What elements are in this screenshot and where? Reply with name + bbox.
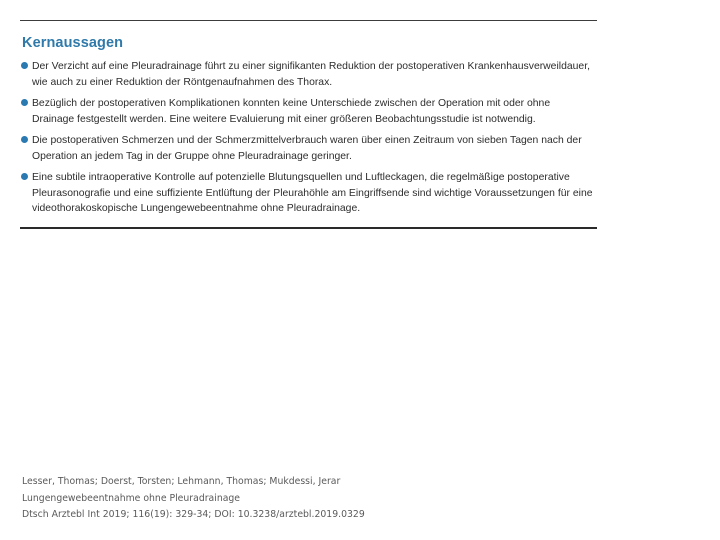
list-item	[20, 96, 595, 127]
bullet-icon	[21, 173, 28, 180]
list-item-text: Der Verzicht auf eine Pleuradrainage führt zu einer signifikanten Reduktion der postoperativen Krankenhausverweildauer, wie auch zu einer Reduktion der Röntgenaufnahmen des Thorax.	[32, 61, 590, 88]
citation-title: Lungengewebeentnahme ohne Pleuradrainage	[22, 492, 241, 504]
list-item-text: Bezüglich der postoperativen Komplikationen konnten keine Unterschiede zwischen der Operation mit oder ohne Drainage festgestellt werden. Eine weitere Evaluierung mit einer größeren Beobachtungsstudie ist notwendig.	[32, 98, 551, 125]
key-statements-heading: Kernaussagen	[22, 35, 124, 51]
citation-authors: Lesser, Thomas; Doerst, Torsten; Lehmann, Thomas; Mukdessi, Jerar	[22, 476, 341, 487]
key-statements-box	[20, 20, 597, 229]
list-item-text: Eine subtile intraoperative Kontrolle auf potenzielle Blutungsquellen und Luftleckagen, die regelmäßige postoperative Pleurasonografie und eine suffiziente Entlüftung der Pleurahöhle am Eingriffsende sind wichtige Voraussetzungen für eine videothorakoskopische Lungengewebeentnahme ohne Pleuradrainage.	[32, 172, 593, 214]
list-item	[20, 133, 595, 164]
list-item	[20, 170, 595, 217]
citation	[22, 474, 365, 524]
list-item	[20, 59, 595, 90]
bullet-icon	[21, 99, 28, 106]
bullet-icon	[21, 136, 28, 143]
citation-journal: Dtsch Arztebl Int 2019; 116(19): 329-34; DOI: 10.3238/arztebl.2019.0329	[22, 509, 365, 520]
key-statements-list	[20, 59, 595, 223]
bullet-icon	[21, 62, 28, 69]
list-item-text: Die postoperativen Schmerzen und der Schmerzmittelverbrauch waren über einen Zeitraum von sieben Tagen nach der Operation an jedem Tag in der Gruppe ohne Pleuradrainage geringer.	[32, 135, 582, 162]
